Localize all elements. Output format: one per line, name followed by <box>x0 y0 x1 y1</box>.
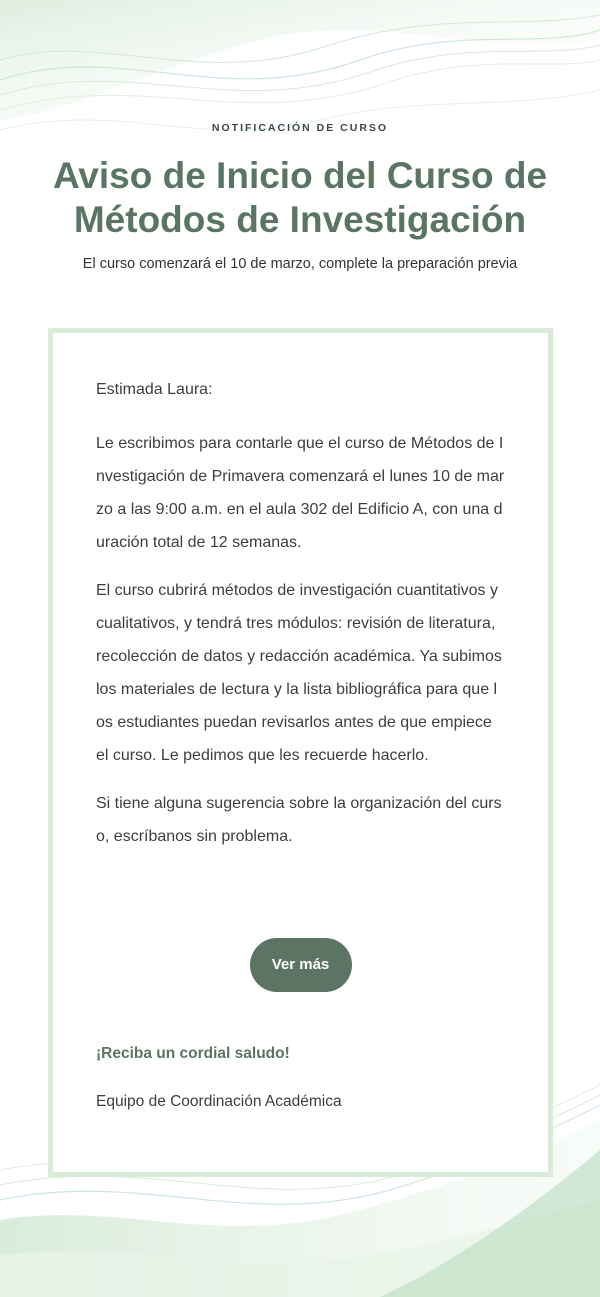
message-card <box>48 328 553 1177</box>
greeting: Estimada Laura: <box>96 381 213 398</box>
paragraph: Si tiene alguna sugerencia sobre la organización del curso, escríbanos sin problema. <box>96 795 502 845</box>
cta-wrapper <box>53 938 548 992</box>
paragraph: El curso cubrirá métodos de investigación cuantitativos y cualitativos, y tendrá tres módulos: revisión de literatura, recolección de datos y redacción académica. Ya subimos los materiales de lectura y la lista bibliográfica para que los estudiantes puedan revisarlos antes de que empiece el curso. Le pedimos que les recuerde hacerlo. <box>96 582 502 764</box>
signature: Equipo de Coordinación Académica <box>96 1093 342 1110</box>
closing-greeting: ¡Reciba un cordial saludo! <box>96 1045 290 1062</box>
view-more-button[interactable]: Ver más <box>250 938 352 992</box>
eyebrow-label: NOTIFICACIÓN DE CURSO <box>211 122 389 134</box>
message-body <box>96 379 505 868</box>
page-title: Aviso de Inicio del Curso de Métodos de Investigación <box>52 155 548 240</box>
page-subtitle: El curso comenzará el 10 de marzo, complete la preparación previa <box>82 256 518 272</box>
paragraph: Le escribimos para contarle que el curso de Métodos de Investigación de Primavera comenzará el lunes 10 de marzo a las 9:00 a.m. en el aula 302 del Edificio A, con una duración total de 12 semanas. <box>96 435 505 551</box>
